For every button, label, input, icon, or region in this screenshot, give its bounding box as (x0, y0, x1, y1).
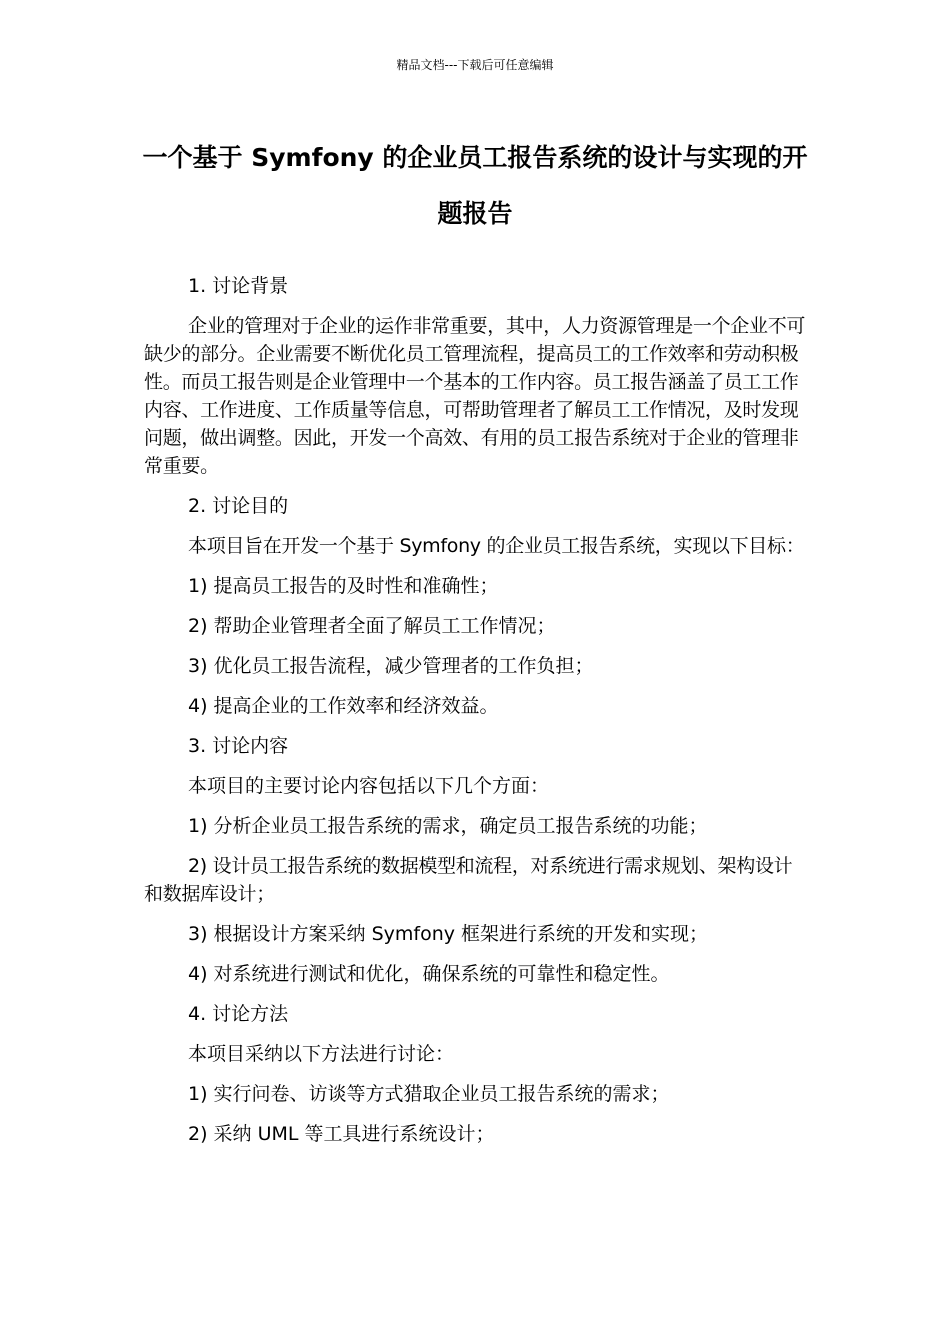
list-item: 2) 帮助企业管理者全面了解员工工作情况； (188, 615, 556, 637)
list-item: 3) 优化员工报告流程，减少管理者的工作负担； (188, 655, 594, 677)
list-item: 1) 提高员工报告的及时性和准确性； (188, 575, 499, 597)
section-heading-purpose: 2. 讨论目的 (188, 495, 289, 517)
list-item: 4) 提高企业的工作效率和经济效益。 (188, 695, 499, 717)
list-item: 2) 采纳 UML 等工具进行系统设计； (188, 1123, 495, 1145)
document-title: 一个基于 Symfony 的企业员工报告系统的设计与实现的开题报告 (142, 143, 808, 228)
list-item: 3) 根据设计方案采纳 Symfony 框架进行系统的开发和实现； (188, 923, 709, 945)
list-item: 2) 设计员工报告系统的数据模型和流程，对系统进行需求规划、架构设计和数据库设计； (144, 855, 793, 905)
paragraph-purpose-intro: 本项目旨在开发一个基于 Symfony 的企业员工报告系统，实现以下目标： (188, 535, 805, 557)
list-item: 1) 实行问卷、访谈等方式猎取企业员工报告系统的需求； (188, 1083, 670, 1105)
paragraph-background: 企业的管理对于企业的运作非常重要，其中，人力资源管理是一个企业不可缺少的部分。企业需要不断优化员工管理流程，提高员工的工作效率和劳动积极性。而员工报告则是企业管理中一个基本的工作内容。员工报告涵盖了员工工作内容、工作进度、工作质量等信息，可帮助管理者了解员工工作情况，及时发现问题，做出调整。因此，开发一个高效、有用的员工报告系统对于企业的管理非常重要。 (144, 315, 806, 477)
list-item: 4) 对系统进行测试和优化，确保系统的可靠性和稳定性。 (188, 963, 670, 985)
header-note: 精品文档---下载后可任意编辑 (396, 58, 554, 72)
paragraph-method-intro: 本项目采纳以下方法进行讨论： (188, 1043, 455, 1065)
list-item: 1) 分析企业员工报告系统的需求，确定员工报告系统的功能； (188, 815, 708, 837)
document-body (144, 272, 810, 1160)
section-heading-background: 1. 讨论背景 (188, 275, 289, 297)
section-heading-content: 3. 讨论内容 (188, 735, 289, 757)
section-heading-method: 4. 讨论方法 (188, 1003, 289, 1025)
paragraph-content-intro: 本项目的主要讨论内容包括以下几个方面： (188, 775, 550, 797)
